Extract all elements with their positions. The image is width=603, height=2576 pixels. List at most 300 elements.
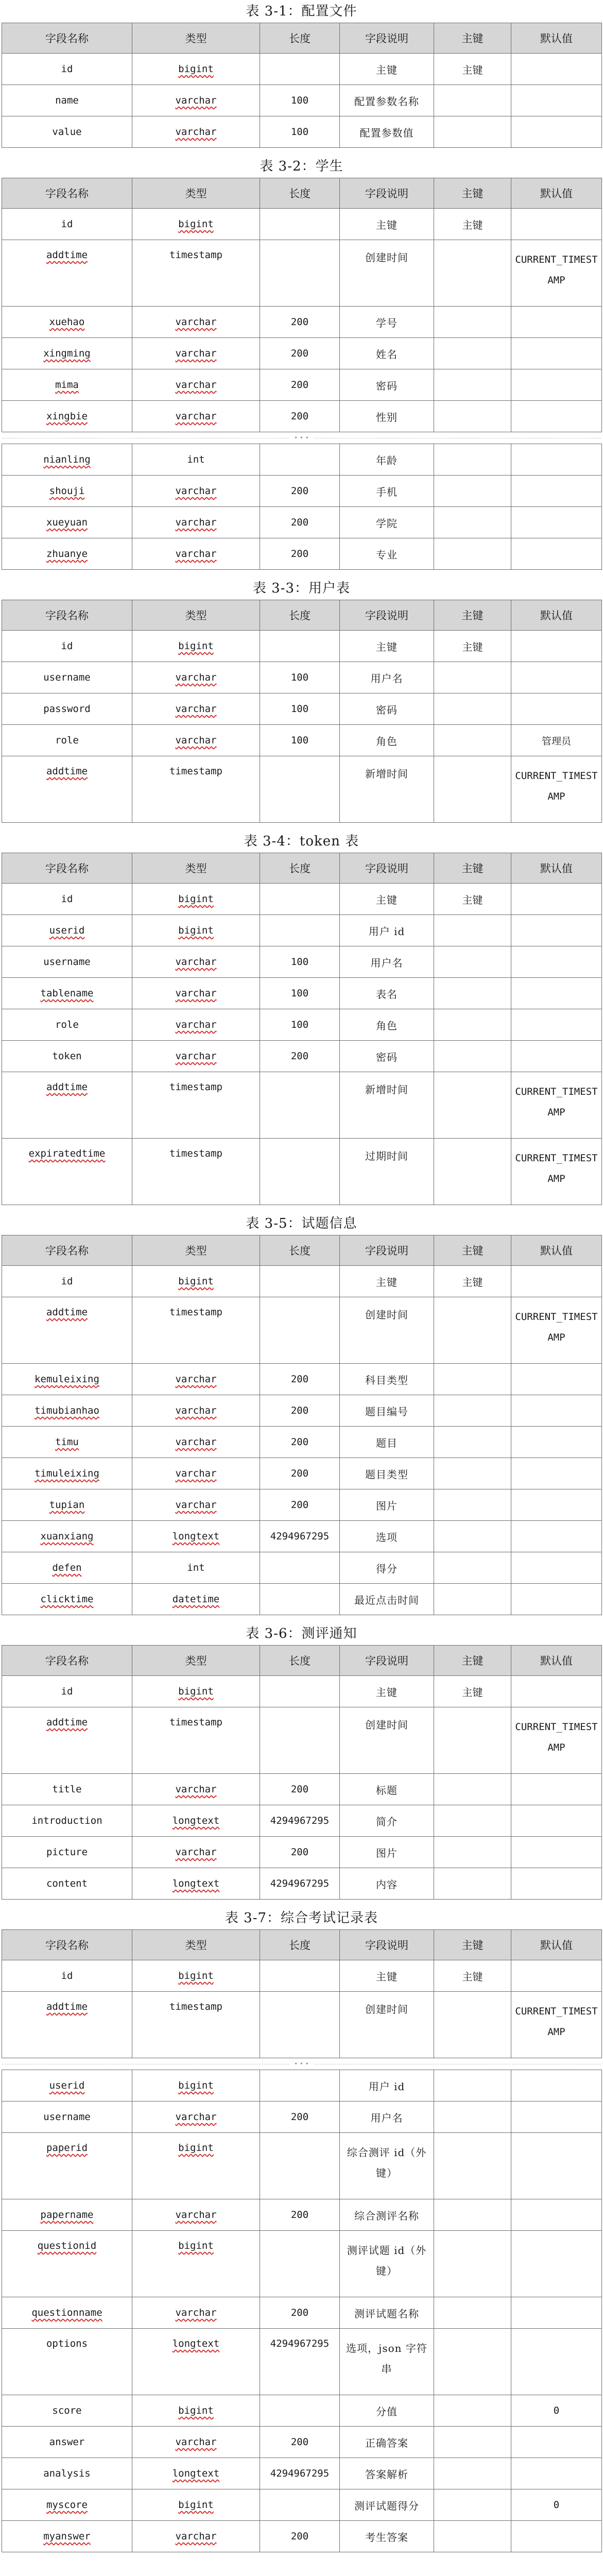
cell-pk: 主键 <box>434 1266 511 1297</box>
cell-length: 4294967295 <box>260 2458 340 2489</box>
cell-pk <box>434 693 511 725</box>
cell-length: 100 <box>260 978 340 1009</box>
cell-desc: 分值 <box>340 2395 434 2427</box>
cell-name: title <box>2 1774 132 1805</box>
cell-type: longtext <box>132 1805 260 1837</box>
cell-name: addtime <box>2 1297 132 1364</box>
cell-type: timestamp <box>132 1297 260 1364</box>
cell-type: varchar <box>132 662 260 693</box>
table-row <box>2 1960 602 1992</box>
cell-name: role <box>2 1009 132 1041</box>
cell-pk <box>434 85 511 116</box>
cell-default <box>511 1266 602 1297</box>
cell-default <box>511 1584 602 1615</box>
table-row <box>2 915 602 946</box>
table-header-row <box>2 1235 602 1266</box>
cell-default: CURRENT_TIMESTAMP <box>511 1707 602 1774</box>
cell-name: questionname <box>2 2297 132 2329</box>
table-row <box>2 444 602 476</box>
cell-type: longtext <box>132 1521 260 1552</box>
table-row <box>2 2521 602 2552</box>
cell-type: varchar <box>132 946 260 978</box>
cell-desc: 创建时间 <box>340 1297 434 1364</box>
table-row <box>2 507 602 538</box>
cell-name: clicktime <box>2 1584 132 1615</box>
cell-default <box>511 2521 602 2552</box>
column-header: 默认值 <box>511 853 602 884</box>
cell-name: content <box>2 1868 132 1900</box>
table-header-row <box>2 178 602 209</box>
cell-type: varchar <box>132 978 260 1009</box>
table-row <box>2 1139 602 1205</box>
field-table <box>2 1235 602 1615</box>
column-header: 字段名称 <box>2 1930 132 1960</box>
cell-desc: 手机 <box>340 476 434 507</box>
cell-length <box>260 631 340 662</box>
cell-desc: 表名 <box>340 978 434 1009</box>
cell-name: kemuleixing <box>2 1364 132 1395</box>
cell-name: password <box>2 693 132 725</box>
cell-default <box>511 401 602 432</box>
table-row <box>2 2395 602 2427</box>
column-header: 主键 <box>434 1646 511 1676</box>
column-header: 默认值 <box>511 1646 602 1676</box>
cell-default <box>511 1868 602 1900</box>
field-table <box>2 853 602 1205</box>
cell-type: varchar <box>132 2521 260 2552</box>
cell-type: bigint <box>132 915 260 946</box>
cell-desc: 主键 <box>340 631 434 662</box>
cell-default <box>511 2458 602 2489</box>
table-header-row <box>2 853 602 884</box>
cell-desc: 题目编号 <box>340 1395 434 1427</box>
cell-length <box>260 1960 340 1992</box>
cell-length <box>260 915 340 946</box>
cell-length <box>260 1992 340 2058</box>
table-row <box>2 2070 602 2102</box>
cell-default <box>511 1552 602 1584</box>
cell-pk <box>434 1774 511 1805</box>
cell-default <box>511 1489 602 1521</box>
table-row <box>2 307 602 338</box>
cell-name: introduction <box>2 1805 132 1837</box>
cell-default <box>511 1041 602 1072</box>
cell-type: varchar <box>132 1427 260 1458</box>
cell-desc: 创建时间 <box>340 240 434 307</box>
table-row <box>2 85 602 116</box>
table-row <box>2 1707 602 1774</box>
cell-length <box>260 2231 340 2297</box>
cell-default <box>511 1364 602 1395</box>
column-header: 类型 <box>132 853 260 884</box>
cell-desc: 学号 <box>340 307 434 338</box>
cell-name: timu <box>2 1427 132 1458</box>
table-row <box>2 1676 602 1707</box>
cell-pk <box>434 2199 511 2231</box>
cell-desc: 用户名 <box>340 662 434 693</box>
table-row <box>2 209 602 240</box>
column-header: 字段名称 <box>2 600 132 631</box>
cell-length <box>260 54 340 85</box>
cell-default <box>511 116 602 148</box>
cell-pk <box>434 1552 511 1584</box>
cell-name: xingbie <box>2 401 132 432</box>
column-header: 长度 <box>260 600 340 631</box>
cell-pk <box>434 1364 511 1395</box>
cell-length <box>260 240 340 307</box>
cell-type: varchar <box>132 538 260 570</box>
cell-name: id <box>2 54 132 85</box>
cell-type: varchar <box>132 2199 260 2231</box>
cell-name: options <box>2 2329 132 2395</box>
cell-type: varchar <box>132 507 260 538</box>
cell-type: longtext <box>132 2329 260 2395</box>
cell-default <box>511 444 602 476</box>
table-row <box>2 1041 602 1072</box>
cell-length: 200 <box>260 1364 340 1395</box>
cell-type: varchar <box>132 2427 260 2458</box>
table-header-row <box>2 23 602 54</box>
cell-default <box>511 1676 602 1707</box>
cell-pk: 主键 <box>434 209 511 240</box>
cell-name: questionid <box>2 2231 132 2297</box>
table-row <box>2 1266 602 1297</box>
table-row <box>2 1774 602 1805</box>
cell-desc: 图片 <box>340 1837 434 1868</box>
cell-name: role <box>2 725 132 756</box>
table-row <box>2 1364 602 1395</box>
table-row <box>2 2231 602 2297</box>
cell-pk: 主键 <box>434 54 511 85</box>
column-header: 长度 <box>260 1646 340 1676</box>
cell-length: 200 <box>260 1395 340 1427</box>
cell-name: xingming <box>2 338 132 369</box>
cell-default: CURRENT_TIMESTAMP <box>511 1297 602 1364</box>
cell-length <box>260 1139 340 1205</box>
cell-type: timestamp <box>132 240 260 307</box>
table-row <box>2 2297 602 2329</box>
cell-name: addtime <box>2 1707 132 1774</box>
table-row <box>2 2102 602 2133</box>
cell-default: CURRENT_TIMESTAMP <box>511 1992 602 2058</box>
cell-pk <box>434 1868 511 1900</box>
table-row <box>2 1395 602 1427</box>
cell-name: analysis <box>2 2458 132 2489</box>
table-row <box>2 2199 602 2231</box>
cell-pk <box>434 1458 511 1489</box>
cell-pk: 主键 <box>434 631 511 662</box>
cell-length: 100 <box>260 1009 340 1041</box>
cell-desc: 最近点击时间 <box>340 1584 434 1615</box>
column-header: 类型 <box>132 1930 260 1960</box>
cell-name: id <box>2 631 132 662</box>
cell-default <box>511 978 602 1009</box>
cell-default <box>511 2102 602 2133</box>
table-row <box>2 662 602 693</box>
cell-desc: 选项，json 字符串 <box>340 2329 434 2395</box>
table-row <box>2 756 602 823</box>
table-row <box>2 2329 602 2395</box>
column-header: 字段说明 <box>340 853 434 884</box>
cell-type: varchar <box>132 369 260 401</box>
table-row <box>2 2427 602 2458</box>
table-caption: 表 3-3：用户表 <box>252 581 351 596</box>
column-header: 长度 <box>260 1235 340 1266</box>
table-row <box>2 1458 602 1489</box>
table-row <box>2 401 602 432</box>
cell-pk: 主键 <box>434 1676 511 1707</box>
cell-name: xuanxiang <box>2 1521 132 1552</box>
cell-desc: 角色 <box>340 1009 434 1041</box>
table-row <box>2 54 602 85</box>
cell-pk <box>434 1139 511 1205</box>
cell-type: varchar <box>132 1489 260 1521</box>
cell-pk <box>434 538 511 570</box>
cell-default <box>511 538 602 570</box>
table-caption: 表 3-4：token 表 <box>244 834 359 849</box>
field-table <box>2 23 602 148</box>
cell-desc: 主键 <box>340 1676 434 1707</box>
cell-length: 100 <box>260 693 340 725</box>
table-row <box>2 978 602 1009</box>
table-row <box>2 1837 602 1868</box>
cell-default <box>511 307 602 338</box>
cell-pk <box>434 507 511 538</box>
cell-type: varchar <box>132 1009 260 1041</box>
cell-length <box>260 209 340 240</box>
table-row <box>2 1584 602 1615</box>
cell-type: varchar <box>132 1458 260 1489</box>
cell-desc: 选项 <box>340 1521 434 1552</box>
cell-default <box>511 85 602 116</box>
cell-pk <box>434 1009 511 1041</box>
cell-default <box>511 54 602 85</box>
cell-type: timestamp <box>132 1707 260 1774</box>
cell-default <box>511 209 602 240</box>
cell-pk <box>434 1072 511 1139</box>
cell-type: bigint <box>132 2133 260 2199</box>
column-header: 主键 <box>434 853 511 884</box>
cell-desc: 配置参数值 <box>340 116 434 148</box>
column-header: 字段名称 <box>2 853 132 884</box>
table-row <box>2 1868 602 1900</box>
cell-pk <box>434 756 511 823</box>
cell-length: 100 <box>260 85 340 116</box>
column-header: 长度 <box>260 23 340 54</box>
cell-name: username <box>2 946 132 978</box>
cell-name: id <box>2 1676 132 1707</box>
cell-pk <box>434 2329 511 2395</box>
cell-length: 200 <box>260 2102 340 2133</box>
cell-length: 200 <box>260 1489 340 1521</box>
cell-desc: 考生答案 <box>340 2521 434 2552</box>
column-header: 字段名称 <box>2 178 132 209</box>
table-caption: 表 3-6：测评通知 <box>246 1626 357 1641</box>
cell-default <box>511 1805 602 1837</box>
cell-desc: 密码 <box>340 369 434 401</box>
cell-type: bigint <box>132 2395 260 2427</box>
cell-type: int <box>132 1552 260 1584</box>
cell-pk <box>434 2102 511 2133</box>
table-row <box>2 1489 602 1521</box>
cell-type: timestamp <box>132 1992 260 2058</box>
cell-length <box>260 1266 340 1297</box>
cell-default <box>511 631 602 662</box>
cell-desc: 用户名 <box>340 2102 434 2133</box>
cell-pk <box>434 2489 511 2521</box>
cell-pk <box>434 662 511 693</box>
cell-default <box>511 1960 602 1992</box>
cell-pk <box>434 2297 511 2329</box>
cell-type: bigint <box>132 2231 260 2297</box>
column-header: 字段说明 <box>340 1646 434 1676</box>
cell-desc: 密码 <box>340 693 434 725</box>
cell-default <box>511 476 602 507</box>
cell-length: 200 <box>260 476 340 507</box>
cell-default: 管理员 <box>511 725 602 756</box>
cell-type: varchar <box>132 2297 260 2329</box>
cell-default <box>511 1521 602 1552</box>
cell-desc: 题目类型 <box>340 1458 434 1489</box>
cell-desc: 标题 <box>340 1774 434 1805</box>
cell-name: id <box>2 209 132 240</box>
cell-type: varchar <box>132 1364 260 1395</box>
cell-pk <box>434 725 511 756</box>
cell-default <box>511 1458 602 1489</box>
field-table <box>2 600 602 823</box>
cell-pk <box>434 476 511 507</box>
cell-type: timestamp <box>132 756 260 823</box>
cell-type: timestamp <box>132 1072 260 1139</box>
cell-pk <box>434 338 511 369</box>
column-header: 字段说明 <box>340 1930 434 1960</box>
cell-length: 4294967295 <box>260 2329 340 2395</box>
cell-type: varchar <box>132 693 260 725</box>
cell-pk <box>434 1041 511 1072</box>
cell-type: datetime <box>132 1584 260 1615</box>
cell-name: answer <box>2 2427 132 2458</box>
cell-name: id <box>2 1960 132 1992</box>
cell-length <box>260 1584 340 1615</box>
cell-name: expiratedtime <box>2 1139 132 1205</box>
cell-type: varchar <box>132 725 260 756</box>
table-row <box>2 240 602 307</box>
cell-length <box>260 2489 340 2521</box>
cell-pk <box>434 2395 511 2427</box>
cell-length <box>260 1072 340 1139</box>
cell-desc: 正确答案 <box>340 2427 434 2458</box>
column-header: 类型 <box>132 178 260 209</box>
cell-desc: 得分 <box>340 1552 434 1584</box>
cell-desc: 主键 <box>340 884 434 915</box>
cell-type: varchar <box>132 401 260 432</box>
cell-type: bigint <box>132 1960 260 1992</box>
column-header: 长度 <box>260 178 340 209</box>
table-row <box>2 1805 602 1837</box>
cell-pk <box>434 1992 511 2058</box>
column-header: 长度 <box>260 853 340 884</box>
column-header: 字段说明 <box>340 1235 434 1266</box>
table-row <box>2 338 602 369</box>
cell-default <box>511 1837 602 1868</box>
cell-desc: 学院 <box>340 507 434 538</box>
table-row <box>2 631 602 662</box>
cell-name: addtime <box>2 240 132 307</box>
cell-pk <box>434 1427 511 1458</box>
cell-pk: 主键 <box>434 884 511 915</box>
table-caption: 表 3-7：综合考试记录表 <box>225 1910 378 1926</box>
cell-pk <box>434 307 511 338</box>
table-row <box>2 1552 602 1584</box>
column-header: 字段名称 <box>2 1235 132 1266</box>
cell-desc: 过期时间 <box>340 1139 434 1205</box>
cell-desc: 新增时间 <box>340 756 434 823</box>
cell-name: userid <box>2 915 132 946</box>
cell-pk <box>434 1805 511 1837</box>
table-row <box>2 1297 602 1364</box>
cell-pk <box>434 444 511 476</box>
cell-default: 0 <box>511 2395 602 2427</box>
cell-name: score <box>2 2395 132 2427</box>
cell-type: longtext <box>132 1868 260 1900</box>
cell-name: addtime <box>2 1992 132 2058</box>
field-table <box>2 1645 602 1900</box>
cell-default <box>511 884 602 915</box>
cell-pk <box>434 2458 511 2489</box>
cell-default <box>511 369 602 401</box>
cell-desc: 创建时间 <box>340 1992 434 2058</box>
cell-pk <box>434 369 511 401</box>
cell-default <box>511 338 602 369</box>
page-break: • • • <box>0 2058 603 2070</box>
table-row <box>2 1072 602 1139</box>
cell-length <box>260 756 340 823</box>
cell-type: varchar <box>132 338 260 369</box>
cell-name: defen <box>2 1552 132 1584</box>
cell-default <box>511 2070 602 2102</box>
table-caption: 表 3-5：试题信息 <box>246 1216 357 1231</box>
cell-type: varchar <box>132 85 260 116</box>
cell-length: 200 <box>260 2521 340 2552</box>
cell-desc: 用户 id <box>340 915 434 946</box>
cell-default: CURRENT_TIMESTAMP <box>511 756 602 823</box>
column-header: 类型 <box>132 600 260 631</box>
cell-type: bigint <box>132 2489 260 2521</box>
field-table-continued <box>2 2070 602 2552</box>
table-header-row <box>2 600 602 631</box>
cell-name: userid <box>2 2070 132 2102</box>
field-table <box>2 1929 602 2058</box>
field-table-continued <box>2 444 602 570</box>
cell-desc: 答案解析 <box>340 2458 434 2489</box>
cell-length: 200 <box>260 369 340 401</box>
column-header: 主键 <box>434 600 511 631</box>
cell-name: papername <box>2 2199 132 2231</box>
cell-default <box>511 1774 602 1805</box>
table-row <box>2 2489 602 2521</box>
cell-default: CURRENT_TIMESTAMP <box>511 240 602 307</box>
cell-length <box>260 2133 340 2199</box>
cell-type: varchar <box>132 307 260 338</box>
cell-pk <box>434 2427 511 2458</box>
cell-name: timubianhao <box>2 1395 132 1427</box>
table-row <box>2 1009 602 1041</box>
table-caption: 表 3-2：学生 <box>260 159 343 174</box>
table-header-row <box>2 1930 602 1960</box>
cell-length <box>260 1552 340 1584</box>
cell-name: xuehao <box>2 307 132 338</box>
column-header: 类型 <box>132 23 260 54</box>
